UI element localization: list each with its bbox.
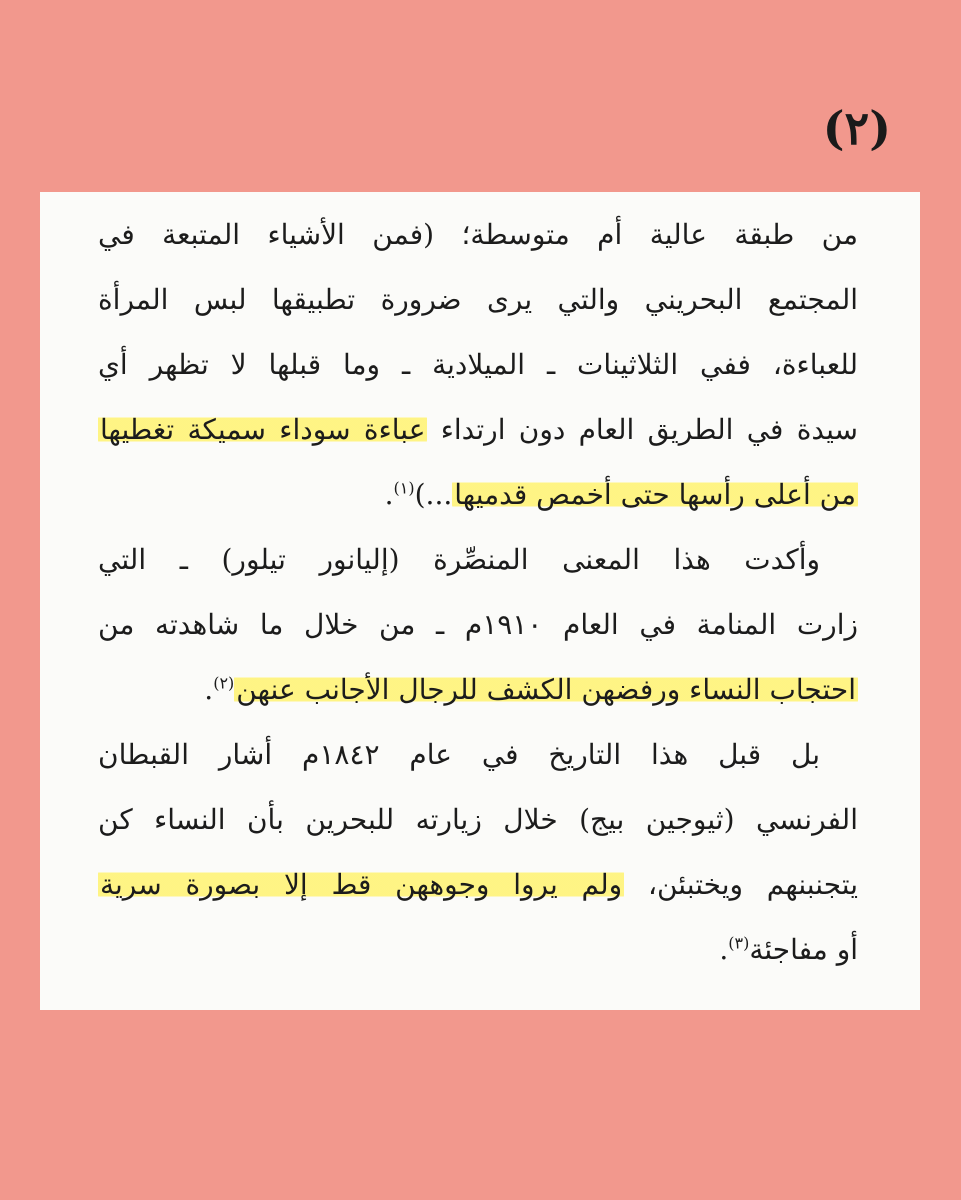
- text-line: بل قبل هذا التاريخ في عام ١٨٤٢م أشار القبطان: [98, 738, 820, 771]
- text-line: [98, 917, 858, 982]
- highlighted-text: ولم يروا وجوههن قط إلا بصورة سرية: [100, 868, 623, 901]
- line-text: أو مفاجئة: [749, 933, 858, 966]
- highlighted-text: من أعلى رأسها حتى أخمص قدميها: [454, 478, 856, 511]
- line-end: .: [384, 478, 394, 511]
- footnote-marker: (٣): [728, 933, 750, 953]
- text-line: [98, 397, 858, 462]
- scanned-page: [40, 192, 920, 1010]
- text-line: المجتمع البحريني والتي يرى ضرورة تطبيقها لبس المرأة: [98, 283, 858, 316]
- highlighted-text: عباءة سوداء سميكة تغطيها: [100, 413, 426, 446]
- text-line: زارت المنامة في العام ١٩١٠م ـ من خلال ما شاهدته من: [98, 608, 858, 641]
- highlighted-text: احتجاب النساء ورفضهن الكشف للرجال الأجانب عنهن: [236, 673, 856, 706]
- line-text: سيدة في الطريق العام دون ارتداء: [427, 413, 858, 446]
- text-line: للعباءة، ففي الثلاثينات ـ الميلادية ـ وما قبلها لا تظهر أي: [98, 348, 858, 381]
- text-line: وأكدت هذا المعنى المنصِّرة (إليانور تيلور) ـ التي: [98, 543, 820, 576]
- footnote-marker: (٢): [213, 673, 235, 693]
- text-line: من طبقة عالية أم متوسطة؛ (فمن الأشياء المتبعة في: [98, 218, 858, 251]
- text-line: [98, 852, 858, 917]
- text-line: الفرنسي (ثيوجين بيج) خلال زيارته للبحرين بأن النساء كن: [98, 803, 858, 836]
- text-line: [98, 462, 858, 527]
- line-end: .: [204, 673, 214, 706]
- line-text: يتجنبنهم ويختبئن،: [624, 868, 858, 901]
- footnote-marker: (١): [393, 478, 415, 498]
- line-end: .: [719, 933, 729, 966]
- text-line: [98, 657, 858, 722]
- line-text: ...): [414, 478, 453, 511]
- page-number: (٢): [822, 101, 891, 155]
